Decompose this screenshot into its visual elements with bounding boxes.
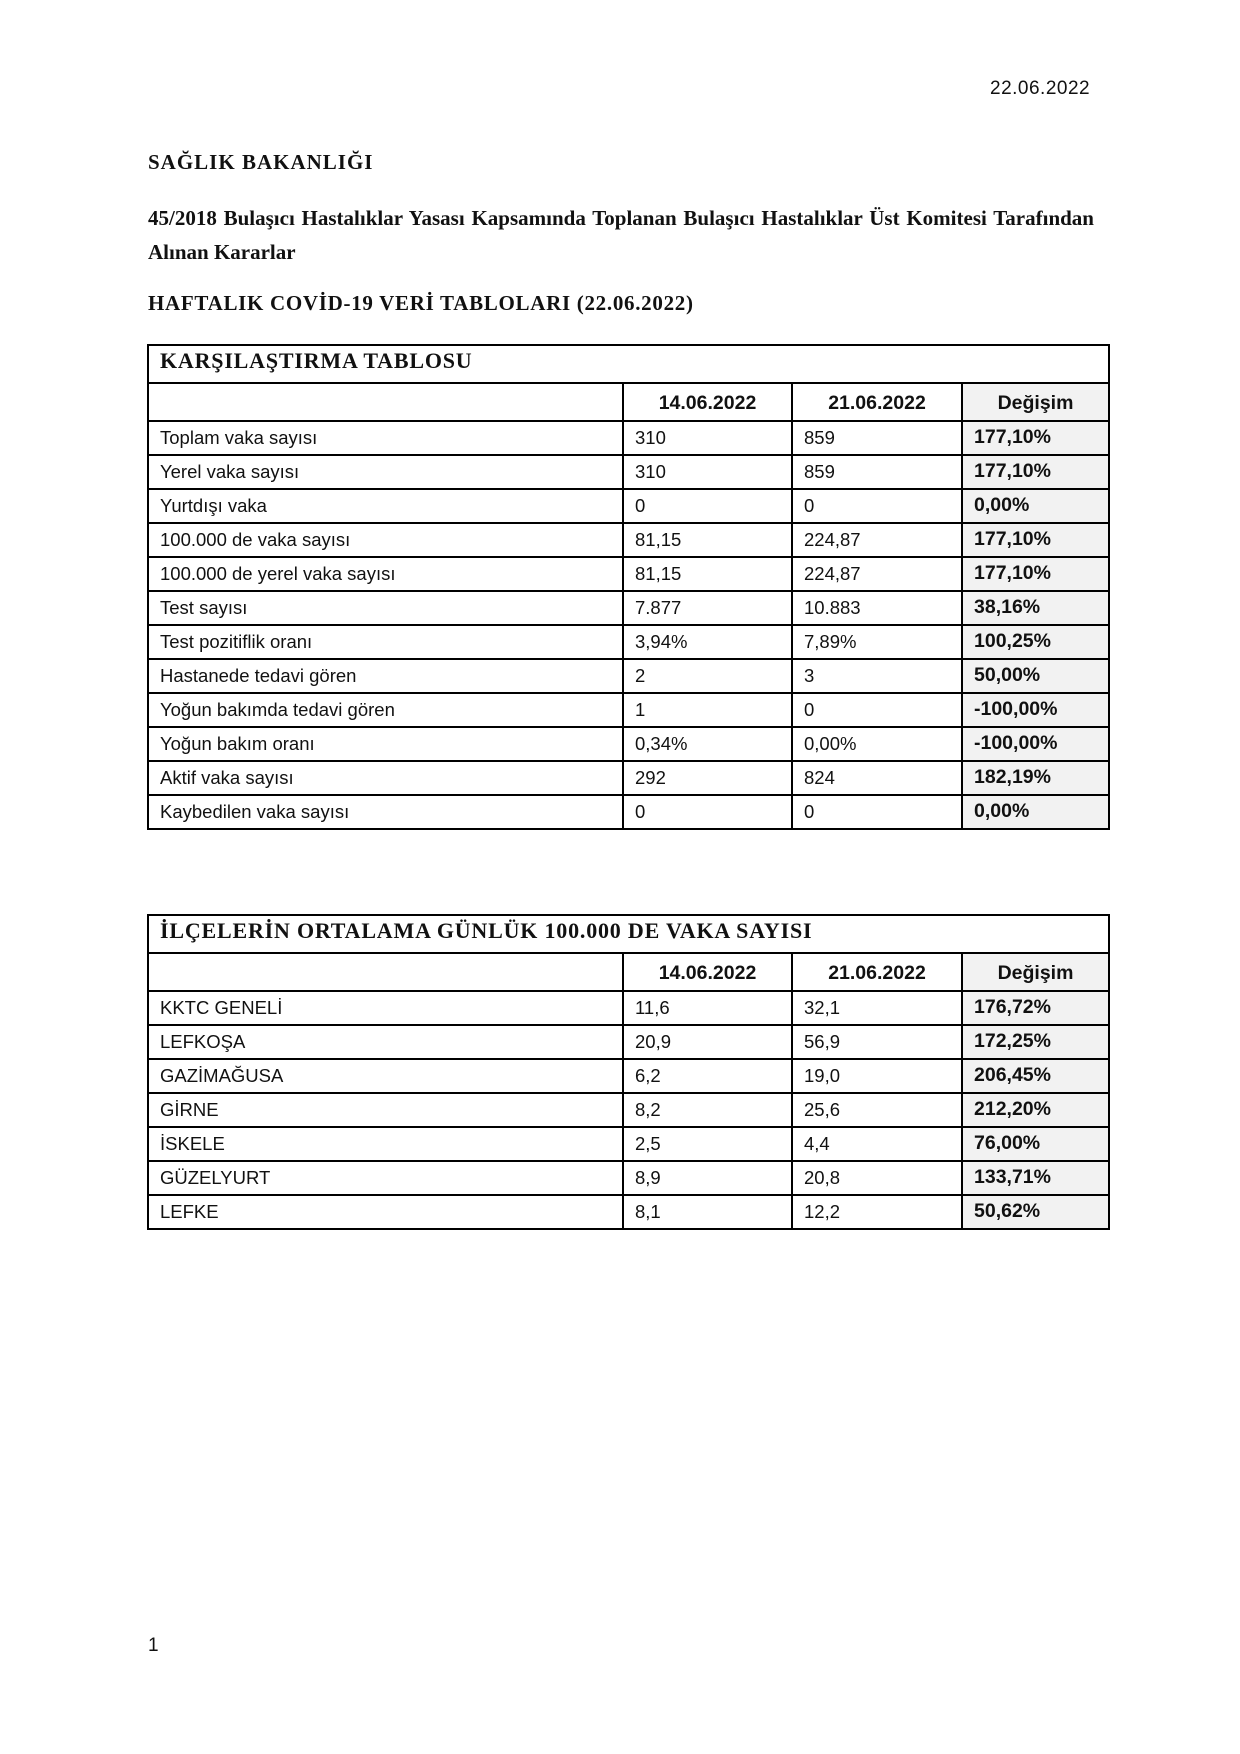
column-header	[148, 953, 623, 991]
row-label: GİRNE	[148, 1093, 623, 1127]
value-cell: 20,9	[623, 1025, 792, 1059]
document-subtitle: 45/2018 Bulaşıcı Hastalıklar Yasası Kapsamında Toplanan Bulaşıcı Hastalıklar Üst Komitesi Tarafından Alınan Kararlar	[148, 206, 1094, 264]
table-row	[148, 693, 1109, 727]
column-header	[148, 383, 623, 421]
change-cell: 212,20%	[962, 1093, 1109, 1127]
value-cell: 7,89%	[792, 625, 962, 659]
row-label: LEFKE	[148, 1195, 623, 1229]
row-label: İSKELE	[148, 1127, 623, 1161]
value-cell: 0	[792, 489, 962, 523]
value-cell: 20,8	[792, 1161, 962, 1195]
row-label: KKTC GENELİ	[148, 991, 623, 1025]
row-label: Yerel vaka sayısı	[148, 455, 623, 489]
change-cell: 177,10%	[962, 557, 1109, 591]
value-cell: 8,2	[623, 1093, 792, 1127]
change-cell: 0,00%	[962, 795, 1109, 829]
change-cell: 176,72%	[962, 991, 1109, 1025]
value-cell: 19,0	[792, 1059, 962, 1093]
value-cell: 10.883	[792, 591, 962, 625]
value-cell: 0	[792, 795, 962, 829]
change-cell: 100,25%	[962, 625, 1109, 659]
table-row	[148, 727, 1109, 761]
value-cell: 25,6	[792, 1093, 962, 1127]
row-label: 100.000 de yerel vaka sayısı	[148, 557, 623, 591]
value-cell: 81,15	[623, 523, 792, 557]
column-header: Değişim	[962, 953, 1109, 991]
table-row	[148, 523, 1109, 557]
column-header: 21.06.2022	[792, 953, 962, 991]
table-row	[148, 591, 1109, 625]
table-row	[148, 795, 1109, 829]
change-cell: 177,10%	[962, 523, 1109, 557]
row-label: 100.000 de vaka sayısı	[148, 523, 623, 557]
change-cell: 50,00%	[962, 659, 1109, 693]
value-cell: 310	[623, 421, 792, 455]
comparison-table	[147, 344, 1110, 830]
row-label: Yurtdışı vaka	[148, 489, 623, 523]
change-cell: 50,62%	[962, 1195, 1109, 1229]
value-cell: 224,87	[792, 523, 962, 557]
change-cell: -100,00%	[962, 693, 1109, 727]
value-cell: 4,4	[792, 1127, 962, 1161]
value-cell: 0	[623, 795, 792, 829]
change-cell: 182,19%	[962, 761, 1109, 795]
table-row	[148, 991, 1109, 1025]
change-cell: 177,10%	[962, 455, 1109, 489]
value-cell: 0,34%	[623, 727, 792, 761]
value-cell: 0	[623, 489, 792, 523]
district-table	[147, 914, 1110, 1230]
column-header: 14.06.2022	[623, 383, 792, 421]
value-cell: 824	[792, 761, 962, 795]
change-cell: 172,25%	[962, 1025, 1109, 1059]
value-cell: 6,2	[623, 1059, 792, 1093]
row-label: Test sayısı	[148, 591, 623, 625]
page-number: 1	[148, 1635, 159, 1656]
column-header: Değişim	[962, 383, 1109, 421]
value-cell: 224,87	[792, 557, 962, 591]
ministry-title: SAĞLIK BAKANLIĞI	[148, 150, 374, 174]
row-label: GÜZELYURT	[148, 1161, 623, 1195]
value-cell: 859	[792, 421, 962, 455]
change-cell: 206,45%	[962, 1059, 1109, 1093]
row-label: Yoğun bakım oranı	[148, 727, 623, 761]
table-row	[148, 1093, 1109, 1127]
row-label: Kaybedilen vaka sayısı	[148, 795, 623, 829]
row-label: Hastanede tedavi gören	[148, 659, 623, 693]
row-label: Aktif vaka sayısı	[148, 761, 623, 795]
value-cell: 11,6	[623, 991, 792, 1025]
weekly-tables-title: HAFTALIK COVİD-19 VERİ TABLOLARI (22.06.2022)	[148, 291, 694, 315]
row-label: Yoğun bakımda tedavi gören	[148, 693, 623, 727]
table-row	[148, 421, 1109, 455]
row-label: LEFKOŞA	[148, 1025, 623, 1059]
row-label: Toplam vaka sayısı	[148, 421, 623, 455]
table-row	[148, 489, 1109, 523]
table-title: KARŞILAŞTIRMA TABLOSU	[148, 345, 1109, 383]
value-cell: 3,94%	[623, 625, 792, 659]
column-header: 21.06.2022	[792, 383, 962, 421]
value-cell: 0,00%	[792, 727, 962, 761]
table-title: İLÇELERİN ORTALAMA GÜNLÜK 100.000 DE VAKA SAYISI	[148, 915, 1109, 953]
table-row	[148, 1161, 1109, 1195]
row-label: GAZİMAĞUSA	[148, 1059, 623, 1093]
value-cell: 859	[792, 455, 962, 489]
value-cell: 56,9	[792, 1025, 962, 1059]
document-date: 22.06.2022	[990, 78, 1091, 99]
value-cell: 3	[792, 659, 962, 693]
value-cell: 12,2	[792, 1195, 962, 1229]
table-row	[148, 1059, 1109, 1093]
value-cell: 310	[623, 455, 792, 489]
table-row	[148, 625, 1109, 659]
value-cell: 0	[792, 693, 962, 727]
table-row	[148, 761, 1109, 795]
value-cell: 292	[623, 761, 792, 795]
table-row	[148, 455, 1109, 489]
table-row	[148, 1195, 1109, 1229]
change-cell: -100,00%	[962, 727, 1109, 761]
change-cell: 133,71%	[962, 1161, 1109, 1195]
value-cell: 7.877	[623, 591, 792, 625]
value-cell: 2	[623, 659, 792, 693]
column-header: 14.06.2022	[623, 953, 792, 991]
value-cell: 32,1	[792, 991, 962, 1025]
table-row	[148, 659, 1109, 693]
value-cell: 8,9	[623, 1161, 792, 1195]
value-cell: 1	[623, 693, 792, 727]
value-cell: 8,1	[623, 1195, 792, 1229]
change-cell: 0,00%	[962, 489, 1109, 523]
table-row	[148, 1127, 1109, 1161]
change-cell: 177,10%	[962, 421, 1109, 455]
table-row	[148, 557, 1109, 591]
change-cell: 38,16%	[962, 591, 1109, 625]
value-cell: 81,15	[623, 557, 792, 591]
table-row	[148, 1025, 1109, 1059]
change-cell: 76,00%	[962, 1127, 1109, 1161]
value-cell: 2,5	[623, 1127, 792, 1161]
row-label: Test pozitiflik oranı	[148, 625, 623, 659]
